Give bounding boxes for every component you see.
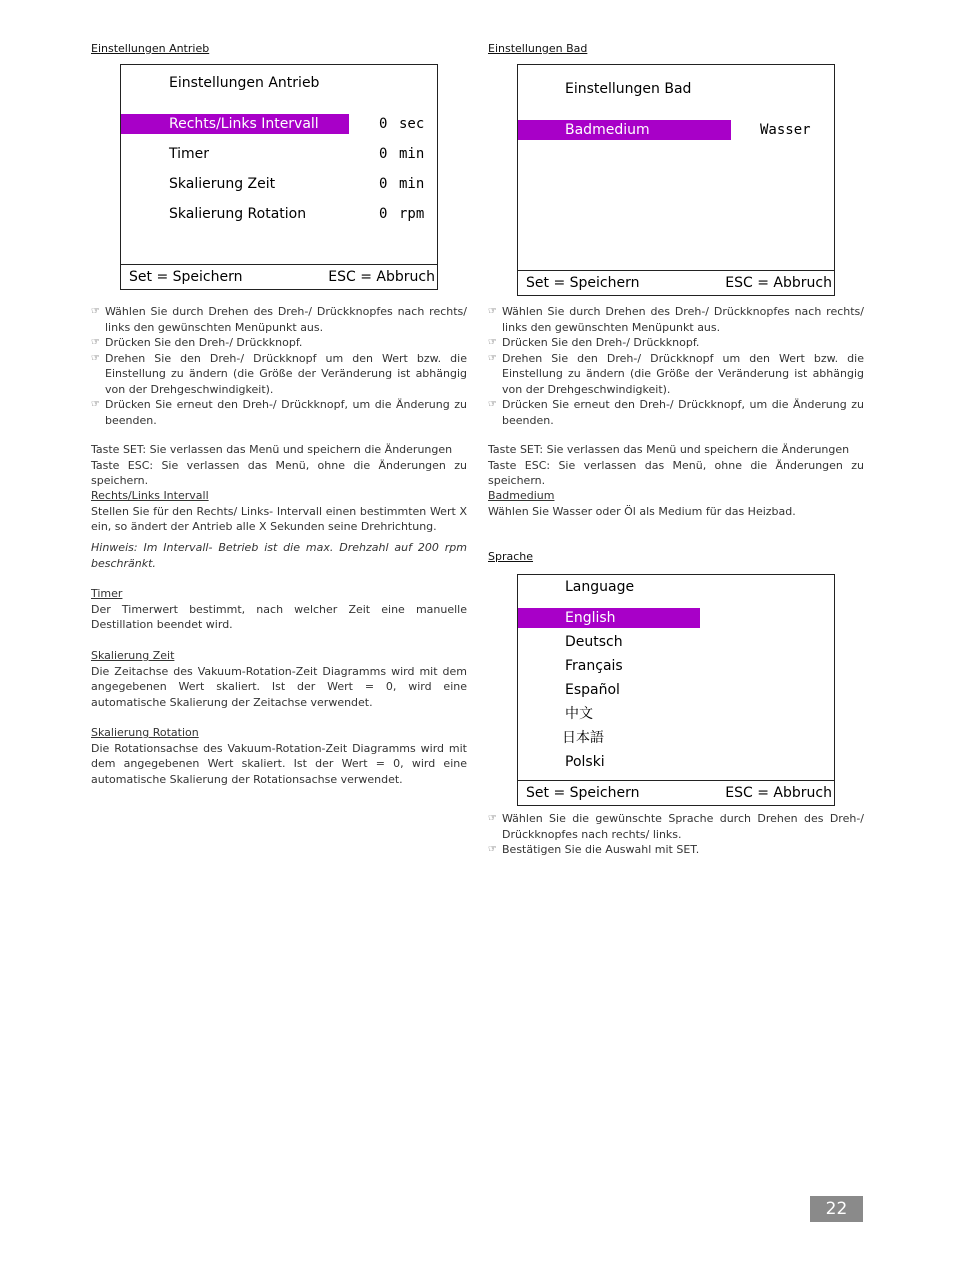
pointing-hand-icon: ☞ — [488, 844, 497, 855]
section-intervall — [91, 488, 467, 535]
section-timer — [91, 586, 467, 633]
intervall-unit: sec — [399, 116, 425, 132]
menu-item-intervall[interactable]: Rechts/Links Intervall — [169, 116, 319, 132]
timer-value: 0 — [379, 146, 388, 162]
intervall-value: 0 — [379, 116, 388, 132]
section-heading-bad: Einstellungen Bad — [488, 42, 588, 55]
screen-footer — [518, 780, 834, 805]
section-heading-sprache: Sprache — [488, 550, 534, 563]
menu-item-skalierung-zeit[interactable]: Skalierung Zeit — [169, 176, 276, 192]
instruction-item: ☞ Drücken Sie erneut den Dreh-/ Drückknopf, um die Änderung zu beenden. — [91, 398, 467, 427]
set-save-label: Set = Speichern — [526, 275, 640, 291]
skalierung-rotation-unit: rpm — [399, 206, 425, 222]
taste-esc-text: Taste ESC: Sie verlassen das Menü, ohne die Änderungen zu speichern. — [488, 458, 864, 487]
section-title: Rechts/Links Intervall — [91, 489, 209, 502]
skalierung-zeit-unit: min — [399, 176, 425, 192]
language-option-francais[interactable]: Français — [565, 658, 623, 674]
pointing-hand-icon: ☞ — [488, 813, 497, 824]
section-skalierung-rotation — [91, 725, 467, 787]
section-skalierung-zeit — [91, 648, 467, 710]
esc-cancel-label: ESC = Abbruch — [328, 269, 435, 285]
pointing-hand-icon: ☞ — [488, 337, 497, 348]
instruction-item: ☞ Drücken Sie erneut den Dreh-/ Drückknopf, um die Änderung zu beenden. — [488, 398, 864, 427]
badmedium-value: Wasser — [760, 122, 811, 138]
section-text: Stellen Sie für den Rechts/ Links- Intervall einen bestimmten Wert X ein, so ändert der Antrieb alle X Sekunden seine Drehrichtung. — [91, 504, 467, 533]
section-badmedium — [488, 488, 864, 519]
taste-esc-text: Taste ESC: Sie verlassen das Menü, ohne die Änderungen zu speichern. — [91, 458, 467, 487]
section-heading-antrieb: Einstellungen Antrieb — [91, 42, 210, 55]
section-title: Skalierung Rotation — [91, 726, 199, 739]
pointing-hand-icon: ☞ — [91, 306, 100, 317]
instruction-list — [91, 304, 467, 428]
pointing-hand-icon: ☞ — [488, 306, 497, 317]
section-text: Der Timerwert bestimmt, nach welcher Zeit eine manuelle Destillation beendet wird. — [91, 602, 467, 631]
pointing-hand-icon: ☞ — [91, 352, 100, 364]
page-number: 22 — [810, 1196, 863, 1222]
screen-title: Einstellungen Bad — [565, 81, 692, 97]
taste-info — [488, 442, 864, 489]
bad-settings-screen — [517, 64, 835, 296]
taste-info — [91, 442, 467, 489]
language-screen — [517, 574, 835, 806]
pointing-hand-icon: ☞ — [91, 399, 100, 410]
section-title: Skalierung Zeit — [91, 649, 175, 662]
language-option-chinese[interactable]: 中文 — [565, 706, 593, 722]
taste-set-text: Taste SET: Sie verlassen das Menü und speichern die Änderungen — [91, 443, 453, 456]
pointing-hand-icon: ☞ — [488, 399, 497, 410]
language-option-english[interactable]: English — [565, 610, 616, 626]
screen-footer — [121, 264, 437, 289]
skalierung-rotation-value: 0 — [379, 206, 388, 222]
menu-item-skalierung-rotation[interactable]: Skalierung Rotation — [169, 206, 307, 222]
esc-cancel-label: ESC = Abbruch — [725, 785, 832, 801]
section-title: Timer — [91, 587, 123, 600]
language-instruction-list — [488, 811, 864, 858]
section-title: Badmedium — [488, 489, 555, 502]
pointing-hand-icon: ☞ — [91, 337, 100, 348]
instruction-item: ☞ Drücken Sie den Dreh-/ Drückknopf. — [91, 336, 303, 349]
set-save-label: Set = Speichern — [526, 785, 640, 801]
timer-unit: min — [399, 146, 425, 162]
antrieb-settings-screen — [120, 64, 438, 290]
skalierung-zeit-value: 0 — [379, 176, 388, 192]
instruction-item: ☞ Drehen Sie den Dreh-/ Drückknopf um den Wert bzw. die Einstellung zu ändern (die Größe der Veränderung ist abhängig von der Drehgeschwindigkeit). — [488, 351, 864, 396]
pointing-hand-icon: ☞ — [488, 352, 497, 364]
intervall-note: Hinweis: Im Intervall- Betrieb ist die max. Drehzahl auf 200 rpm beschränkt. — [91, 541, 467, 570]
section-text: Die Zeitachse des Vakuum-Rotation-Zeit Diagramms wird mit dem angegebenen Wert skaliert. Ist der Wert = 0, wird eine automatische Skalierung der Zeitachse verwendet. — [91, 664, 467, 709]
instruction-item: ☞ Drehen Sie den Dreh-/ Drückknopf um den Wert bzw. die Einstellung zu ändern (die Größe der Veränderung ist abhängig von der Drehgeschwindigkeit). — [91, 351, 467, 396]
set-save-label: Set = Speichern — [129, 269, 243, 285]
taste-set-text: Taste SET: Sie verlassen das Menü und speichern die Änderungen — [488, 443, 850, 456]
esc-cancel-label: ESC = Abbruch — [725, 275, 832, 291]
screen-title: Language — [565, 579, 635, 595]
language-option-espanol[interactable]: Español — [565, 682, 620, 698]
instruction-item: ☞ Wählen Sie die gewünschte Sprache durch Drehen des Dreh-/ Drückknopfes nach rechts/ links. — [488, 812, 864, 841]
instruction-item: ☞ Bestätigen Sie die Auswahl mit SET. — [488, 843, 700, 856]
section-text: Wählen Sie Wasser oder Öl als Medium für das Heizbad. — [488, 504, 796, 518]
language-option-japanese[interactable]: 日本語 — [562, 730, 604, 746]
section-text: Die Rotationsachse des Vakuum-Rotation-Zeit Diagramms wird mit dem angegebenen Wert skaliert. Ist der Wert = 0, wird eine automatische Skalierung der Rotationsachse verwendet. — [91, 741, 467, 786]
instruction-item: ☞ Drücken Sie den Dreh-/ Drückknopf. — [488, 336, 700, 349]
instruction-item: ☞ Wählen Sie durch Drehen des Dreh-/ Drückknopfes nach rechts/ links den gewünschten Menüpunkt aus. — [488, 305, 864, 334]
screen-title: Einstellungen Antrieb — [169, 75, 320, 91]
language-option-deutsch[interactable]: Deutsch — [565, 634, 623, 650]
menu-item-badmedium[interactable]: Badmedium — [565, 122, 650, 138]
screen-footer — [518, 270, 834, 295]
language-option-polski[interactable]: Polski — [565, 754, 605, 770]
menu-item-timer[interactable]: Timer — [169, 146, 210, 162]
instruction-item: ☞ Wählen Sie durch Drehen des Dreh-/ Drückknopfes nach rechts/ links den gewünschten Menüpunkt aus. — [91, 305, 467, 334]
instruction-list — [488, 304, 864, 428]
